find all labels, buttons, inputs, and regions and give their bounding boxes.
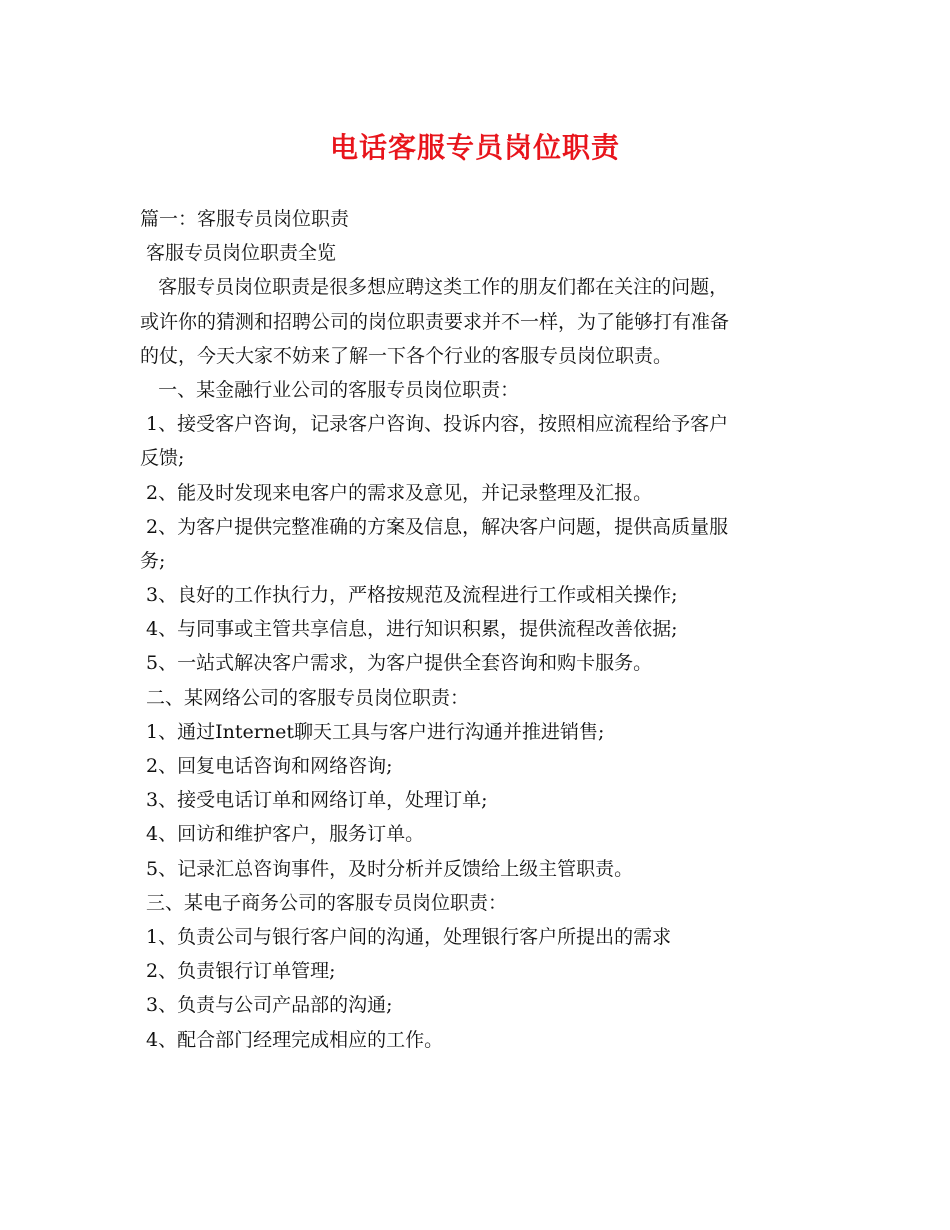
list-item: 3、良好的工作执行力，严格按规范及流程进行工作或相关操作; [140,584,678,607]
list-item: 1、负责公司与银行客户间的沟通，处理银行客户所提出的需求 [140,925,672,948]
list-item-continuation: 务; [140,549,166,572]
list-item: 2、能及时发现来电客户的需求及意见，并记录整理及汇报。 [140,481,653,504]
list-heading: 一、某金融行业公司的客服专员岗位职责： [140,378,520,401]
list-heading: 三、某电子商务公司的客服专员岗位职责： [140,891,508,914]
document-body [140,202,820,1057]
list-item: 4、回访和维护客户，服务订单。 [140,823,425,846]
paragraph-line: 的仗，今天大家不妨来了解一下各个行业的客服专员岗位职责。 [140,344,673,367]
list-item: 3、负责与公司产品部的沟通; [140,994,393,1017]
list-item: 1、通过Internet聊天工具与客户进行沟通并推进销售; [140,720,605,743]
paragraph-line: 或许你的猜测和招聘公司的岗位职责要求并不一样，为了能够打有准备 [140,310,730,333]
list-item: 5、一站式解决客户需求，为客户提供全套咨询和购卡服务。 [140,652,653,675]
list-item: 4、配合部门经理完成相应的工作。 [140,1028,444,1051]
paragraph-line: 客服专员岗位职责是很多想应聘这类工作的朋友们都在关注的问题， [140,276,729,299]
list-item: 4、与同事或主管共享信息，进行知识积累，提供流程改善依据; [140,618,678,641]
document-title: 电话客服专员岗位职责 [329,131,620,164]
list-item: 5、记录汇总咨询事件，及时分析并反馈给上级主管职责。 [140,857,634,880]
list-item: 2、回复电话咨询和网络咨询; [140,755,393,777]
list-item-continuation: 反馈; [140,447,185,470]
list-item: 2、负责银行订单管理; [140,960,336,983]
list-heading: 二、某网络公司的客服专员岗位职责： [140,686,470,709]
section-heading: 篇一：客服专员岗位职责 [140,208,350,230]
list-item: 1、接受客户咨询，记录客户咨询、投诉内容，按照相应流程给予客户 [140,413,729,436]
subheading: 客服专员岗位职责全览 [140,242,337,265]
list-item: 2、为客户提供完整准确的方案及信息，解决客户问题，提供高质量服 [140,515,729,538]
list-item: 3、接受电话订单和网络订单，处理订单; [140,789,488,812]
